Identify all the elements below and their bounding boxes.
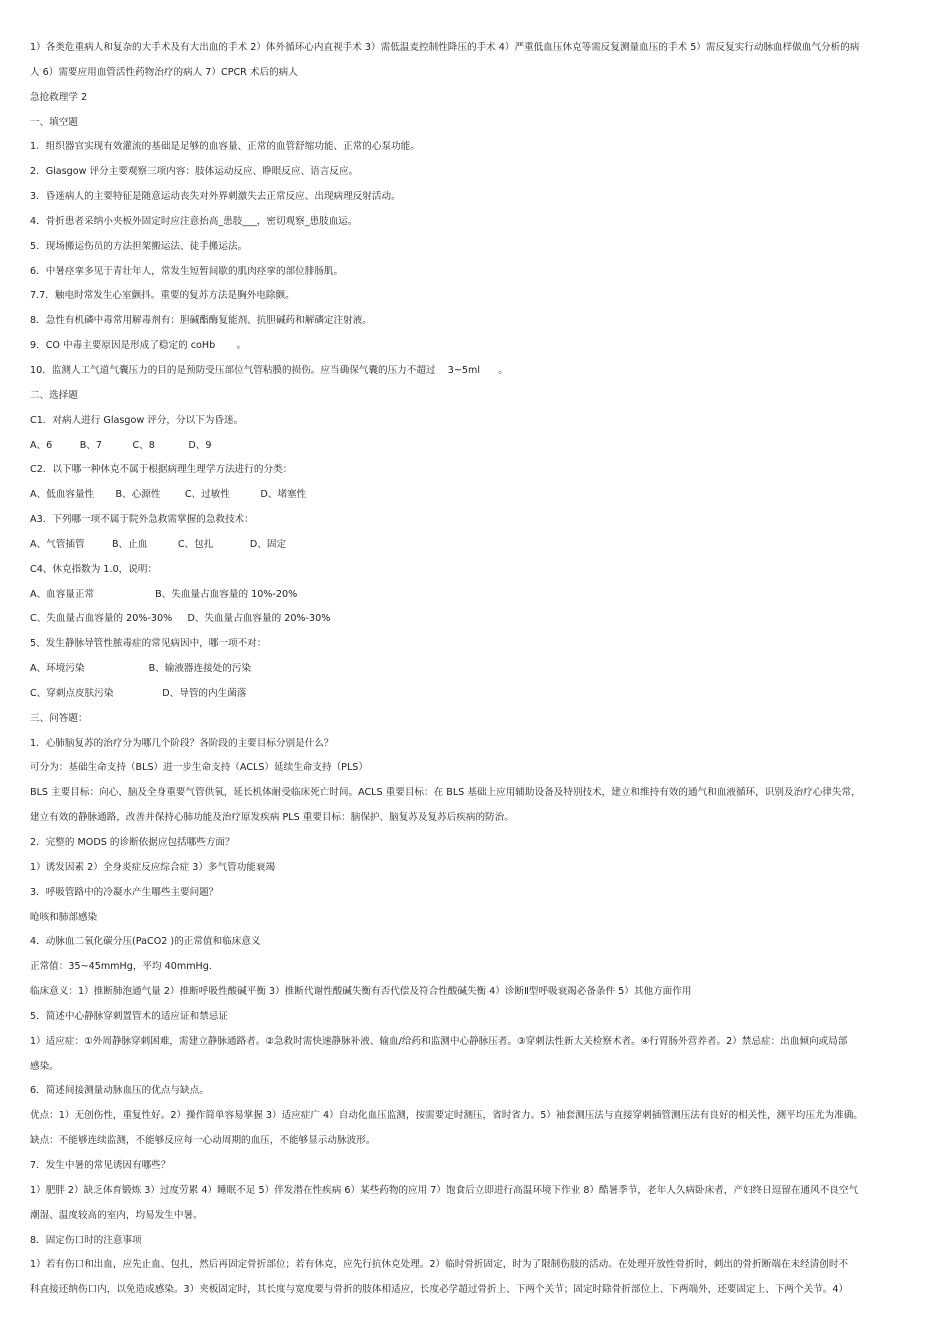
text-line: 10．监测人工气道气囊压力的目的是预防受压部位气管粘膜的损伤。应当确保气囊的压力不超过 3~5ml 。 xyxy=(30,364,508,376)
text-line: 7.7．触电时常发生心室颤抖。重要的复苏方法是胸外电除颤。 xyxy=(30,290,295,302)
text-line: 2．完整的 MODS 的诊断依据应包括哪些方面？ xyxy=(30,837,235,848)
answer-options: A、环境污染 B、输液器连接处的污染 xyxy=(30,663,252,675)
section-heading: 二、选择题 xyxy=(30,389,78,401)
text-line: 6．简述间接测量动脉血压的优点与缺点。 xyxy=(30,1085,209,1097)
text-line: A3．下列哪一项不属于院外急救需掌握的急救技术： xyxy=(30,514,254,526)
text-line: 呛咳和肺部感染 xyxy=(30,911,98,923)
text-line: 4．骨折患者采纳小夹板外固定时应注意抬高_患肢___，密切观察_患肢血运。 xyxy=(30,215,358,227)
text-line: 1．心肺脑复苏的治疗分为哪几个阶段？各阶段的主要目标分别是什么？ xyxy=(30,737,334,749)
text-line: 1）诱发因素 2）全身炎症反应综合症 3）多气管功能衰竭 xyxy=(30,861,276,873)
text-line: 1．组织器官实现有效灌流的基础是足够的血容量、正常的血管舒缩功能、正常的心泵功能。 xyxy=(30,141,420,153)
text-line: 2．Glasgow 评分主要观察三项内容：肢体运动反应、睁眼反应、语言反应。 xyxy=(30,166,359,178)
document-page xyxy=(30,36,922,1303)
text-line: 1）若有伤口和出血，应先止血、包扎，然后再固定骨折部位；若有休克，应先行抗休克处理。2）临时骨折固定，时为了限制伤肢的活动。在处理开放性骨折时，刺出的骨折断端在未经清创时不 xyxy=(30,1259,849,1271)
text-line: 1）各类危重病人和复杂的大手术及有大出血的手术 2）体外循环心内直视手术 3）需低温麦控制性降压的手术 4）严重低血压休克等需反复测量血压的手术 5）需反复实行动脉血样做血气分析的病 xyxy=(30,42,860,53)
text-line: C4、休克指数为 1.0，说明： xyxy=(30,563,158,575)
text-line: 3．昏迷病人的主要特征是随意运动丧失对外界刺激失去正常反应、出现病理反射活动。 xyxy=(30,191,401,203)
answer-options: A、血容量正常 B、失血量占血容量的 10%-20% xyxy=(30,588,298,600)
text-line: 5．现场搬运伤员的方法担架搬运法、徒手搬运法。 xyxy=(30,240,248,252)
text-line: C1．对病人进行 Glasgow 评分，分以下为昏迷。 xyxy=(30,414,244,426)
text-line: C2．以下哪一种休克不属于根据病理生理学方法进行的分类： xyxy=(30,464,293,476)
text-line: 建立有效的静脉通路，改善并保持心肺功能及治疗原发疾病 PLS 重要目标：脑保护、脑复苏及复苏后疾病的防治。 xyxy=(30,812,514,824)
text-line: 感染。 xyxy=(30,1060,59,1072)
text-line: 5、发生静脉导管性脓毒症的常见病因中，哪一项不对： xyxy=(30,638,267,650)
answer-options: A、气管插管 B、止血 C、包扎 D、固定 xyxy=(30,538,287,550)
text-line: 8．固定伤口时的注意事项 xyxy=(30,1234,142,1246)
section-heading: 三、问答题： xyxy=(30,712,88,724)
text-line: BLS 主要目标：向心、脑及全身重要气管供氧，延长机体耐受临床死亡时间。ACLS 重要目标：在 BLS 基础上应用辅助设备及特别技术，建立和维持有效的通气和血液循环，识别及治疗心律失常， xyxy=(30,787,861,799)
text-line: 缺点：不能够连续监测，不能够反应每一心动周期的血压，不能够显示动脉波形。 xyxy=(30,1135,376,1147)
section-heading: 一、填空题 xyxy=(30,116,78,128)
text-line: 4．动脉血二氧化碳分压(PaCO2 )的正常值和临床意义 xyxy=(30,936,261,948)
text-line: 6．中暑痉挛多见于青壮年人，常发生短暂间歇的肌肉痉挛的部位腓肠肌。 xyxy=(30,265,344,277)
text-line: 8．急性有机磷中毒常用解毒剂有：胆碱酯酶复能剂、抗胆碱药和解磷定注射液。 xyxy=(30,315,372,327)
text-line: 5．简述中心静脉穿刺置管术的适应证和禁忌证 xyxy=(30,1010,228,1022)
text-line: 人 6）需要应用血管活性药物治疗的病人 7）CPCR 术后的病人 xyxy=(30,66,298,78)
text-line: 临床意义：1）推断肺泡通气量 2）推断呼吸性酸碱平衡 3）推断代谢性酸碱失衡有否代偿及符合性酸碱失衡 4）诊断Ⅱ型呼吸衰竭必备条件 5）其他方面作用 xyxy=(30,986,692,998)
text-line: 1）适应症：①外周静脉穿刺困难，需建立静脉通路者。②急救时需快速静脉补液、输血/给药和监测中心静脉压者。③穿刺法性新大关检察术者。④行胃肠外营养者。2）禁忌症：出血倾向或局部 xyxy=(30,1035,848,1047)
text-line: 1）肥胖 2）缺乏体育锻炼 3）过度劳累 4）睡眠不足 5）伴发潜在性疾病 6）某些药物的应用 7）饱食后立即进行高温环境下作业 8）酷暑季节，老年人久病卧床者，产妇终日逗留在通风不良空气 xyxy=(30,1184,859,1196)
answer-options: C、失血量占血容量的 20%-30% D、失血量占血容量的 20%-30% xyxy=(30,613,331,625)
text-line: 潮湿、温度较高的室内，均易发生中暑。 xyxy=(30,1209,203,1221)
text-line: 可分为：基础生命支持（BLS）进一步生命支持（ACLS）延续生命支持（PLS） xyxy=(30,762,368,774)
section-heading: 急抢救理学 2 xyxy=(30,91,88,103)
text-line: 科直接还纳伤口内，以免造成感染。3）夹板固定时，其长度与宽度要与骨折的肢体相适应，长度必学超过骨折上、下两个关节；固定时除骨折部位上、下两端外，还要固定上、下两个关节。4） xyxy=(30,1284,849,1296)
text-line: 优点：1）无创伤性，重复性好。2）操作简单容易掌握 3）适应症广 4）自动化血压监测，按需要定时测压，省时省力。5）袖套测压法与直接穿刺插管测压法有良好的相关性，测平均压尤为准确。 xyxy=(30,1110,863,1122)
answer-options: A、低血容量性 B、心源性 C、过敏性 D、堵塞性 xyxy=(30,489,307,501)
answer-options: A、6 B、7 C、8 D、9 xyxy=(30,439,212,451)
text-line: 9．CO 中毒主要原因是形成了稳定的 coHb 。 xyxy=(30,340,247,352)
text-line: 3．呼吸管路中的冷凝水产生哪些主要问题？ xyxy=(30,886,219,898)
text-line: 正常值：35~45mmHg，平均 40mmHg. xyxy=(30,961,212,973)
text-line: 7．发生中暑的常见诱因有哪些？ xyxy=(30,1159,171,1171)
answer-options: C、穿刺点皮肤污染 D、导管的内生菌落 xyxy=(30,687,247,699)
